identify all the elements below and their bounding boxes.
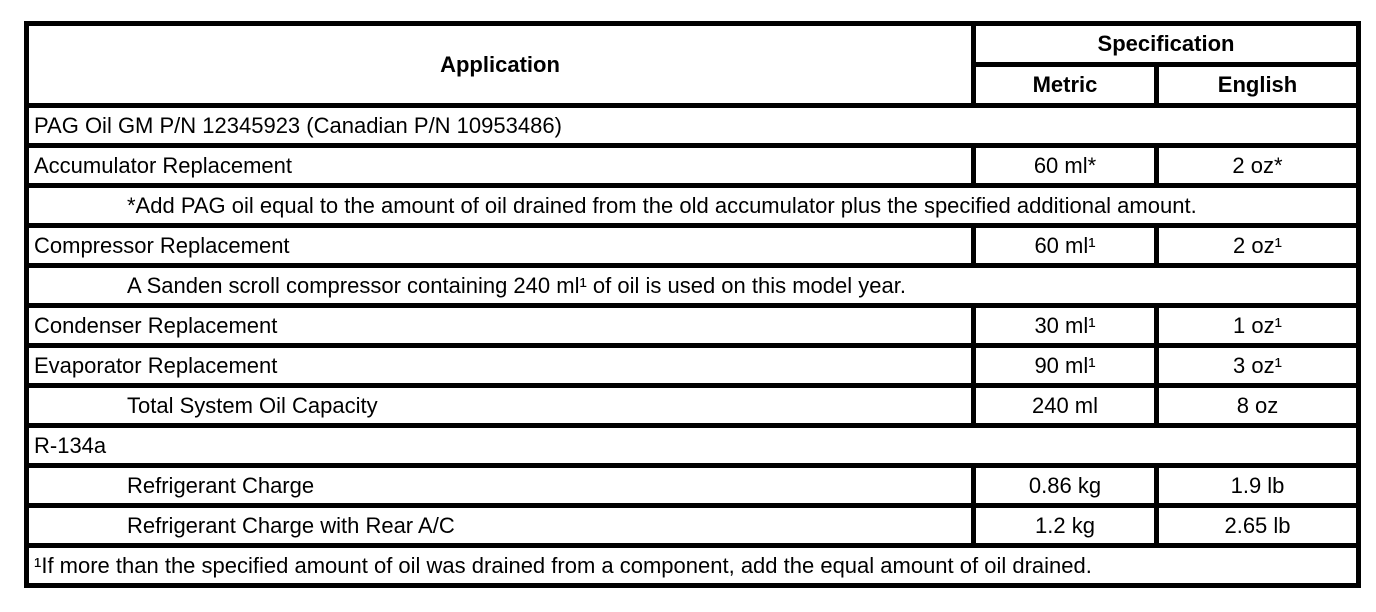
spec-row bbox=[27, 306, 1359, 346]
spec-row bbox=[27, 386, 1359, 426]
footnote-cell: A Sanden scroll compressor containing 240 ml¹ of oil is used on this model year. bbox=[27, 266, 1359, 306]
application-cell: Compressor Replacement bbox=[27, 226, 974, 266]
metric-value-cell: 60 ml¹ bbox=[974, 226, 1157, 266]
metric-value-cell: 60 ml* bbox=[974, 146, 1157, 186]
english-value-cell: 2 oz* bbox=[1157, 146, 1359, 186]
metric-column-header: Metric bbox=[974, 65, 1157, 106]
metric-value-cell: 0.86 kg bbox=[974, 466, 1157, 506]
english-value-cell: 1 oz¹ bbox=[1157, 306, 1359, 346]
application-cell: Accumulator Replacement bbox=[27, 146, 974, 186]
note-row bbox=[27, 186, 1359, 226]
english-value-cell: 2 oz¹ bbox=[1157, 226, 1359, 266]
table-body bbox=[27, 106, 1359, 586]
spec-row bbox=[27, 226, 1359, 266]
specification-column-header: Specification bbox=[974, 24, 1359, 65]
metric-value-cell: 1.2 kg bbox=[974, 506, 1157, 546]
spec-row bbox=[27, 146, 1359, 186]
section-label-cell: PAG Oil GM P/N 12345923 (Canadian P/N 10953486) bbox=[27, 106, 1359, 146]
footnote-cell: ¹If more than the specified amount of oil was drained from a component, add the equal amount of oil drained. bbox=[27, 546, 1359, 586]
metric-value-cell: 90 ml¹ bbox=[974, 346, 1157, 386]
section-label-cell: R-134a bbox=[27, 426, 1359, 466]
spec-row bbox=[27, 466, 1359, 506]
application-cell: Condenser Replacement bbox=[27, 306, 974, 346]
spec-row bbox=[27, 506, 1359, 546]
application-cell: Refrigerant Charge bbox=[27, 466, 974, 506]
footnote-cell: *Add PAG oil equal to the amount of oil drained from the old accumulator plus the specified additional amount. bbox=[27, 186, 1359, 226]
spec-row bbox=[27, 346, 1359, 386]
header-row-top bbox=[27, 24, 1359, 65]
application-column-header: Application bbox=[27, 24, 974, 106]
application-cell: Evaporator Replacement bbox=[27, 346, 974, 386]
metric-value-cell: 240 ml bbox=[974, 386, 1157, 426]
english-value-cell: 2.65 lb bbox=[1157, 506, 1359, 546]
english-value-cell: 8 oz bbox=[1157, 386, 1359, 426]
table-header bbox=[27, 24, 1359, 106]
english-column-header: English bbox=[1157, 65, 1359, 106]
section-row bbox=[27, 426, 1359, 466]
metric-value-cell: 30 ml¹ bbox=[974, 306, 1157, 346]
specification-table bbox=[24, 21, 1361, 588]
note-row bbox=[27, 266, 1359, 306]
application-cell: Total System Oil Capacity bbox=[27, 386, 974, 426]
note-row bbox=[27, 546, 1359, 586]
application-cell: Refrigerant Charge with Rear A/C bbox=[27, 506, 974, 546]
section-row bbox=[27, 106, 1359, 146]
english-value-cell: 1.9 lb bbox=[1157, 466, 1359, 506]
english-value-cell: 3 oz¹ bbox=[1157, 346, 1359, 386]
